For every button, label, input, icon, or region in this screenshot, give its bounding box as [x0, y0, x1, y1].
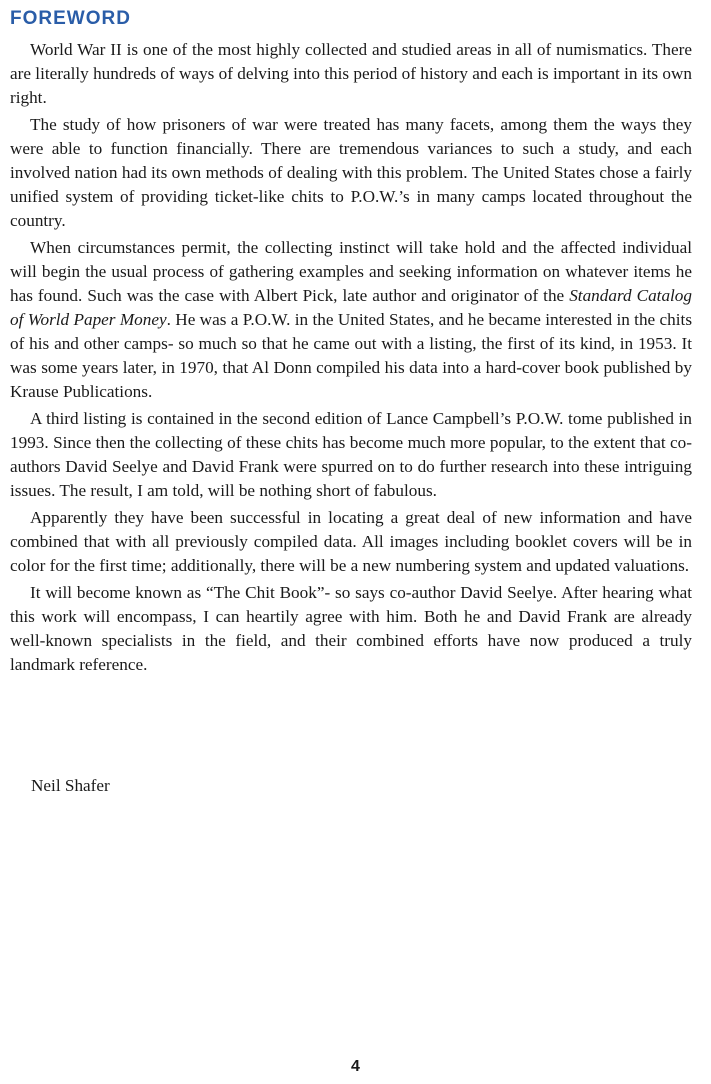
paragraph-3 — [10, 236, 692, 405]
author-signature: Neil Shafer — [31, 776, 110, 795]
page-title: FOREWORD — [10, 8, 131, 29]
paragraph-4 — [10, 407, 692, 503]
paragraph-5 — [10, 506, 692, 578]
page-number: 4 — [351, 1058, 360, 1075]
paragraph-text: It will become known as “The Chit Book”- so says co-author David Seelye. After hearing what this work will encompass, I can heartily agree with him. Both he and David Frank are already well-known specialists in the field, and their combined efforts have now produced a truly landmark reference. — [10, 582, 692, 674]
paragraph-text: A third listing is contained in the second edition of Lance Campbell’s P.O.W. tome published in 1993. Since then the collecting of these chits has become much more popular, to the extent that co-authors David Seelye and David Frank were spurred on to do further research into these intriguing issues. The result, I am told, will be nothing short of fabulous. — [10, 408, 692, 501]
paragraph-text: When circumstances permit, the collecting instinct will take hold and the affected individual will begin the usual process of gathering examples and seeking information on whatever items he has found. Such was the case with Albert Pick, late author and originator of the — [10, 237, 692, 305]
foreword-body — [10, 38, 692, 679]
paragraph-text: World War II is one of the most highly collected and studied areas in all of numismatics. There are literally hundreds of ways of delving into this period of history and each is important in its own right. — [10, 40, 692, 108]
paragraph-text: Apparently they have been successful in locating a great deal of new information and have combined that with all previously compiled data. All images including booklet covers will be in color for the first time; additionally, there will be a new numbering system and updated valuations. — [10, 507, 692, 575]
book-title-emphasis: Standard Catalog of World Paper Money — [10, 285, 692, 330]
paragraph-1 — [10, 38, 692, 110]
paragraph-text: The study of how prisoners of war were treated has many facets, among them the ways they were able to function financially. There are tremendous variances to such a study, and each involved nation had its own methods of dealing with this problem. The United States chose a fairly unified system of providing ticket-like chits to P.O.W.’s in many camps located throughout the country. — [10, 114, 692, 231]
paragraph-text: . He was a P.O.W. in the United States, and he became interested in the chits of his and other camps- so much so that he came out with a listing, the first of its kind, in 1953. It was some years later, in 1970, that Al Donn compiled his data into a hard-cover book published by Krause Publications. — [10, 310, 693, 402]
paragraph-2 — [10, 113, 692, 233]
paragraph-6 — [10, 581, 692, 677]
